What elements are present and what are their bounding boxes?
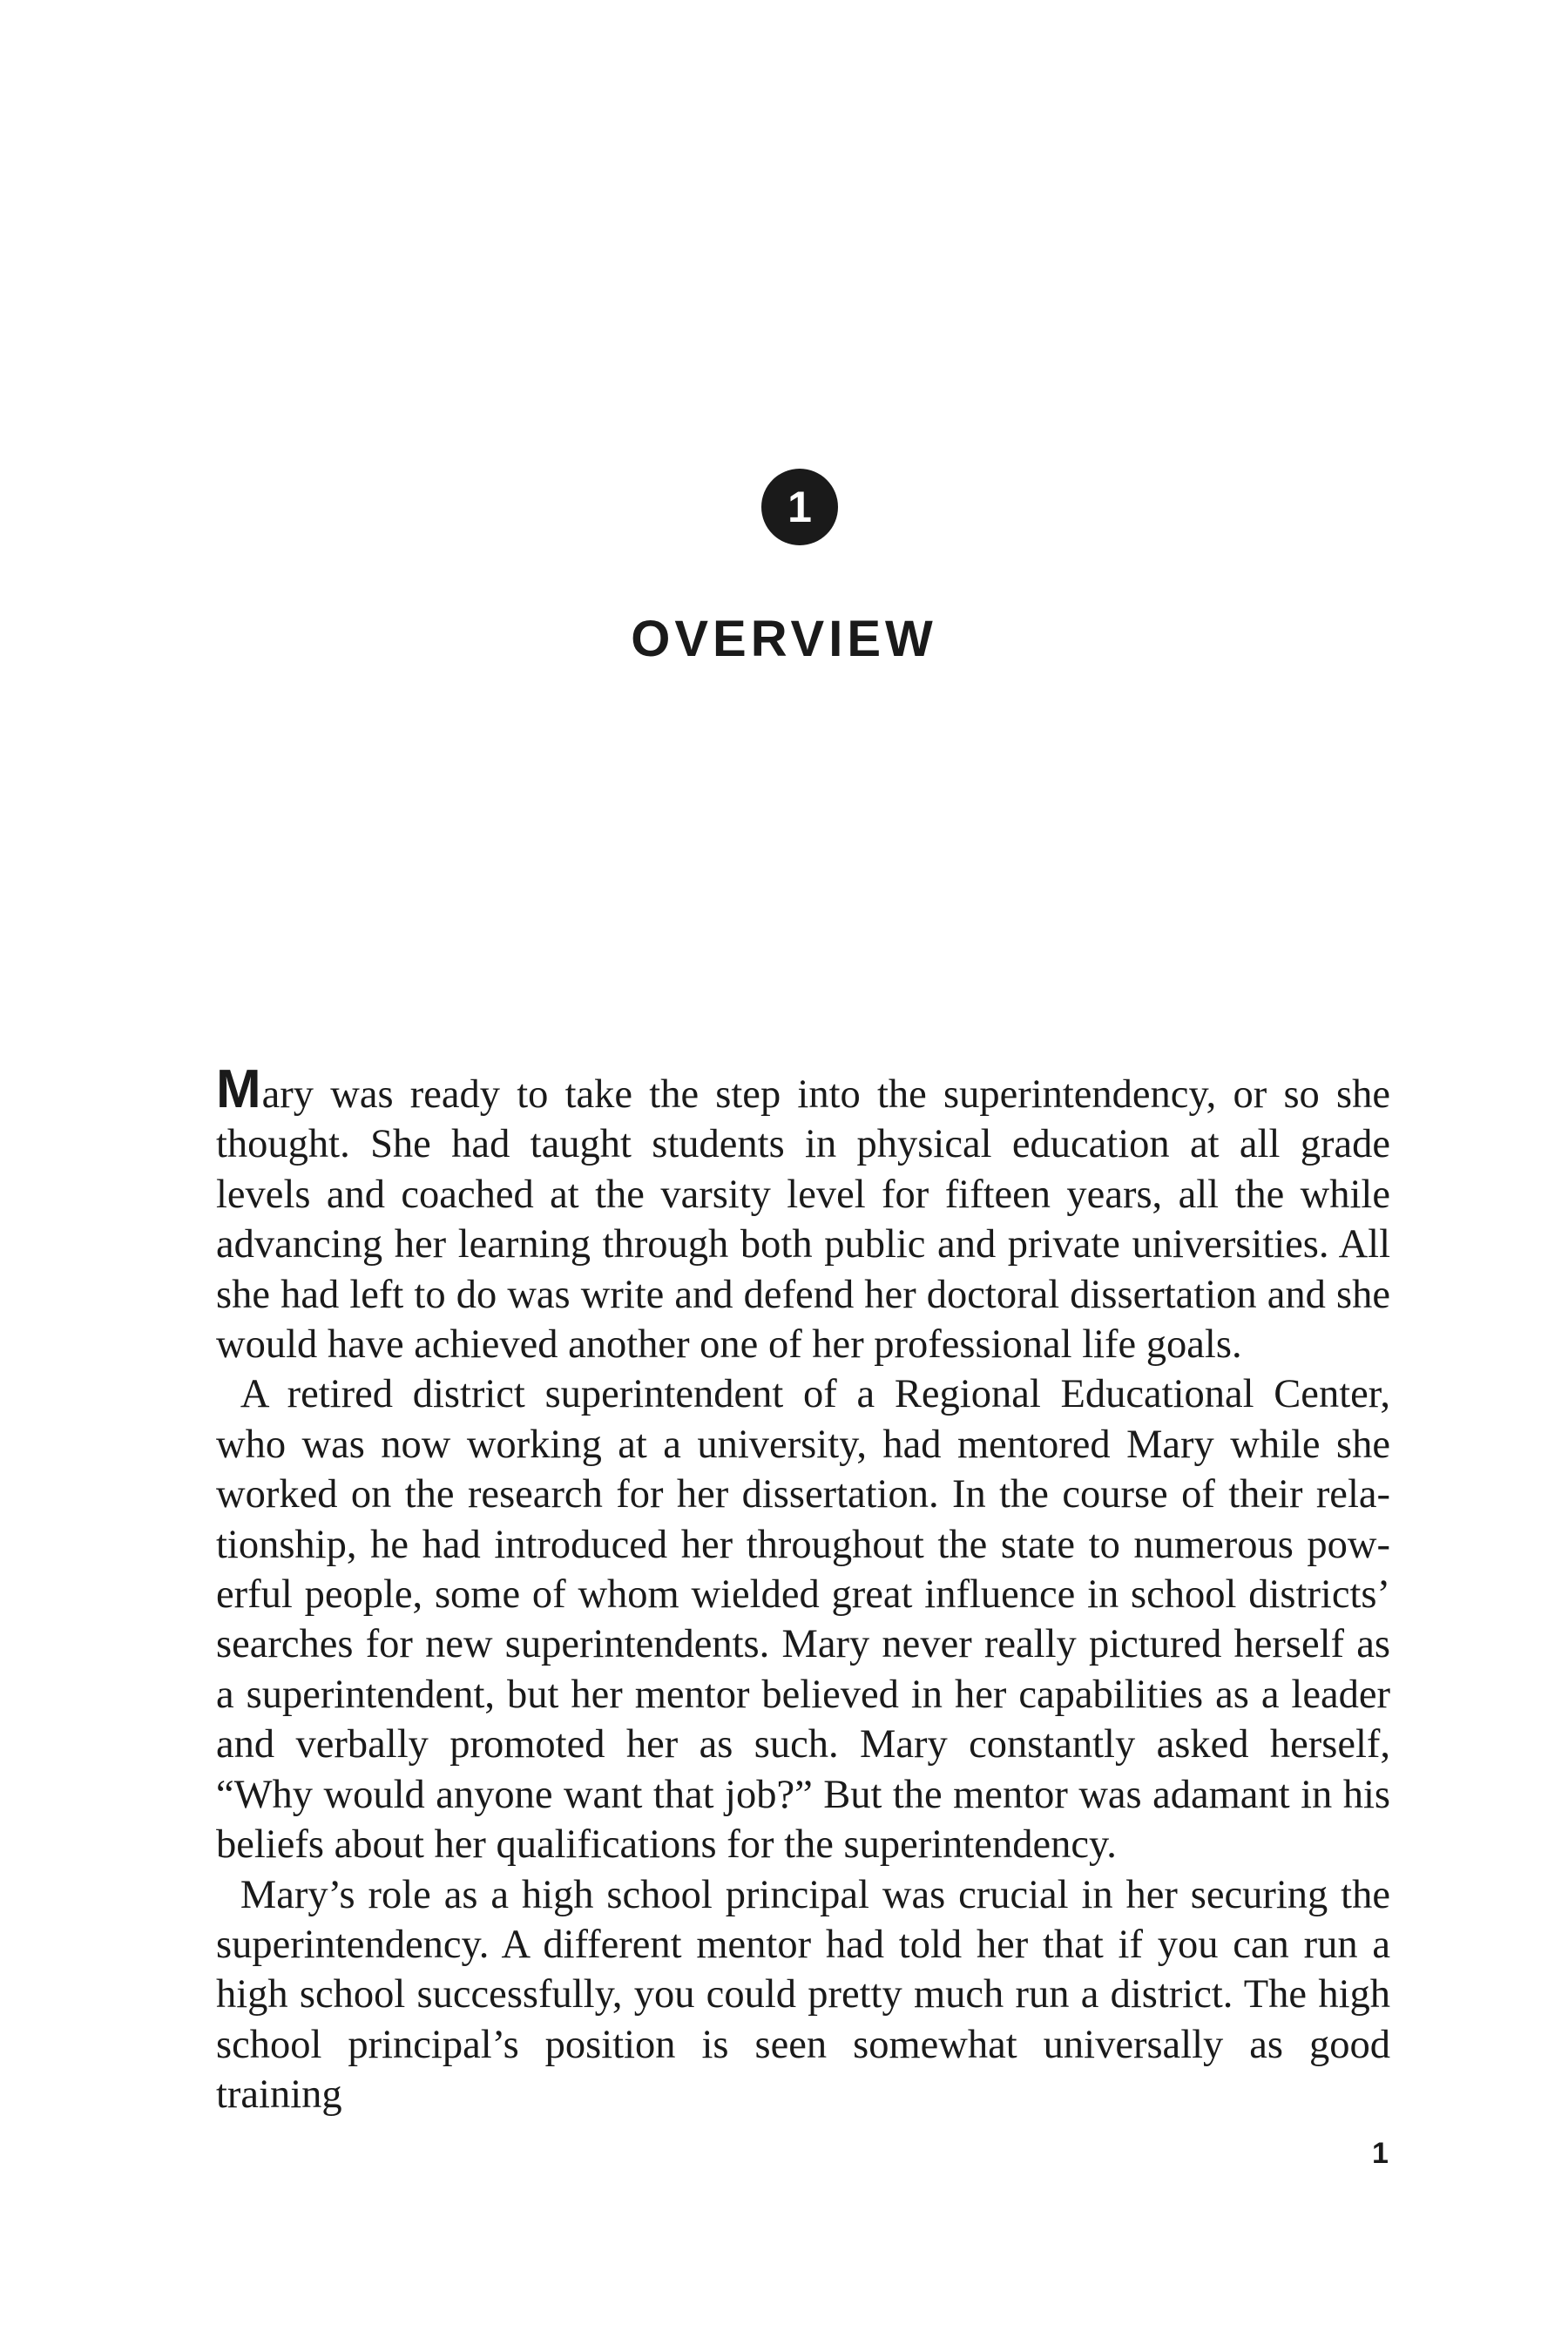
chapter-title: OVERVIEW <box>631 611 937 667</box>
chapter-number-badge <box>761 469 838 545</box>
body-text <box>216 1059 1390 2120</box>
page-number: 1 <box>1372 2137 1389 2170</box>
paragraph-1-text: ary was ready to take the step into the superintendency, or so she thought. She had taught students in physical education at all grade levels and coached at the varsity level for fifteen years, all the while advancing her learning through both public and private universities. All she had left to do was write and defend her doctoral dissertation and she would have achieved another one of her professional life goals. <box>216 1072 1390 1368</box>
chapter-number: 1 <box>787 483 812 531</box>
paragraph-2: A retired district superintendent of a Regional Educational Center, who was now working at a university, had mentored Mary while she worked on the research for her dissertation. In the course of their relationship, he had introduced her throughout the state to numerous powerful people, some of whom wielded great influence in school districts’ searches for new superintendents. Mary never really pictured herself as a superintendent, but her mentor believed in her capabilities as a leader and verbally promoted her as such. Mary constantly asked herself, “Why would anyone want that job?” But the mentor was adamant in his beliefs about her qualifications for the superintendency. <box>216 1372 1390 1868</box>
paragraph-3: Mary’s role as a high school principal was crucial in her securing the superintendency. A different mentor had told her that if you can run a high school successfully, you could pretty much run a district. The high school principal’s position is seen somewhat universally as good training <box>216 1872 1390 2118</box>
paragraph-1 <box>216 1059 1390 1369</box>
drop-cap: M <box>216 1059 262 1119</box>
